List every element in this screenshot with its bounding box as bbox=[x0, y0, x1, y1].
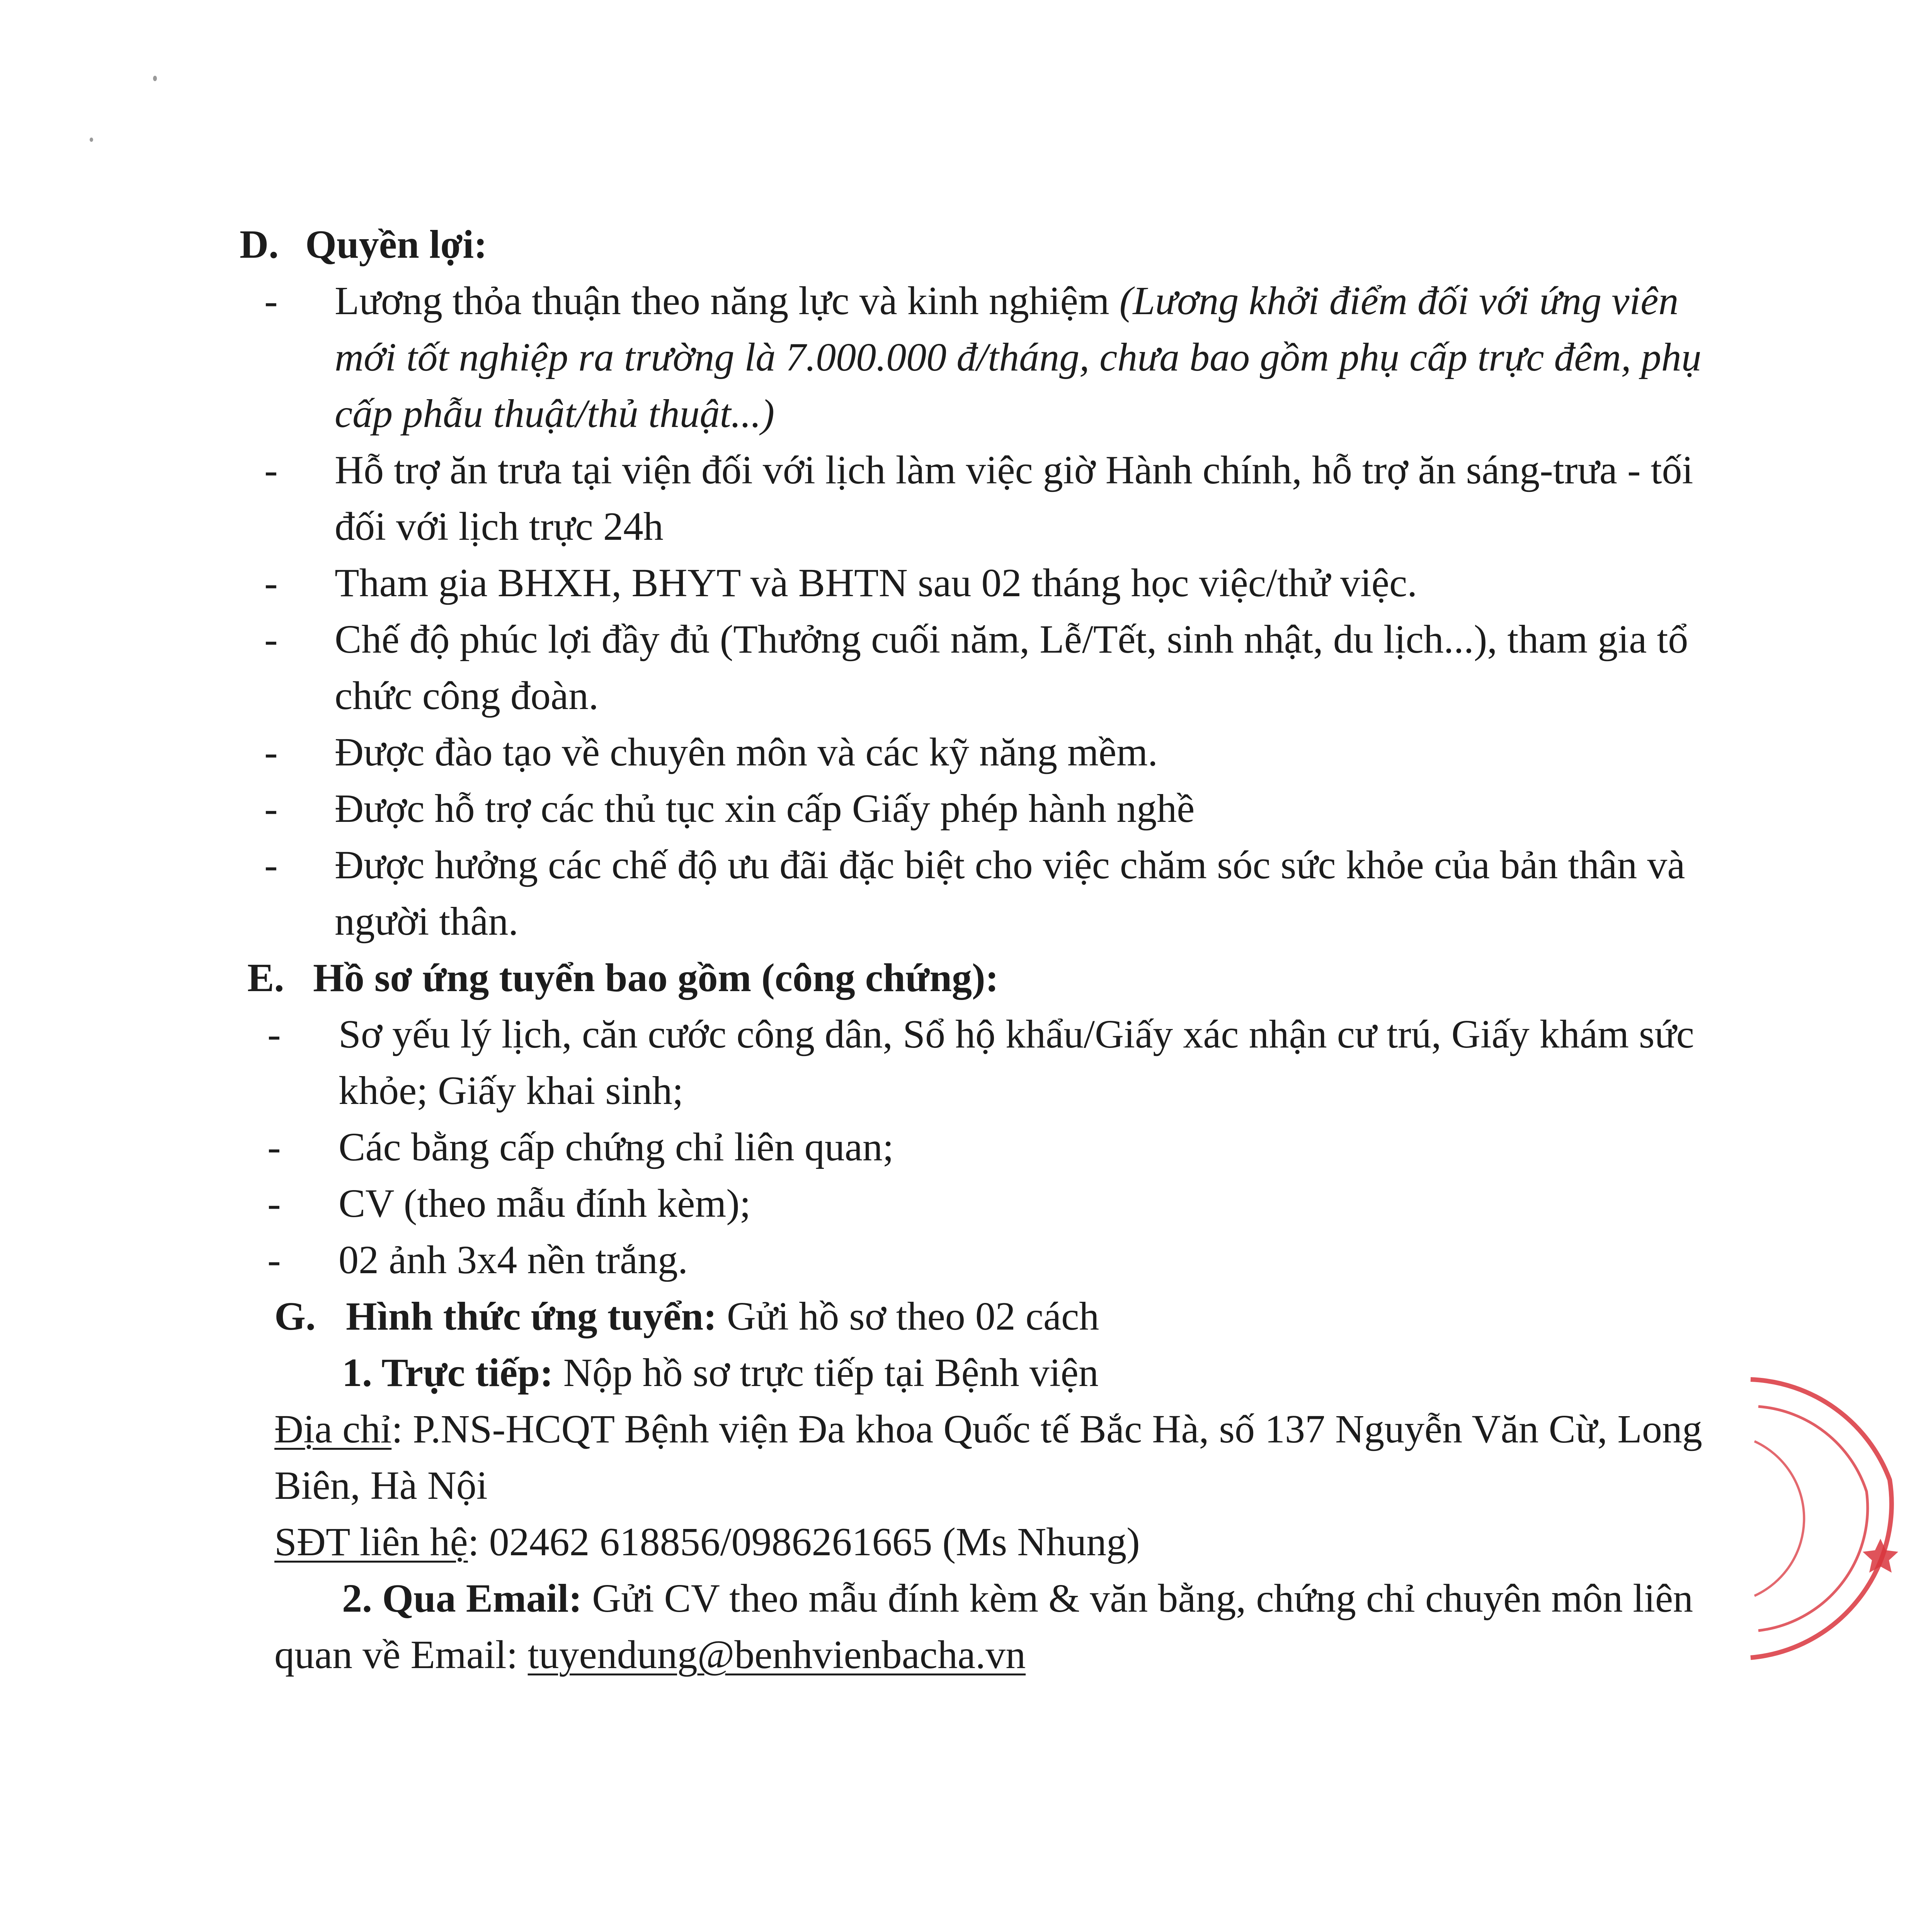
list-item-text: CV (theo mẫu đính kèm); bbox=[339, 1181, 751, 1226]
list-item bbox=[240, 1232, 1747, 1288]
list-item-italic-note: (Lương khởi điểm đối với ứng viên mới tốt nghiệp ra trường là 7.000.000 đ/tháng, chưa bao gồm phụ cấp trực đêm, phụ cấp phẫu thuật/thủ thuật...) bbox=[335, 279, 1702, 436]
list-item-text: Các bằng cấp chứng chỉ liên quan; bbox=[339, 1125, 894, 1169]
phone-text: : 02462 618856/0986261665 (Ms Nhung) bbox=[468, 1520, 1140, 1564]
list-item bbox=[240, 1175, 1747, 1232]
address-line bbox=[240, 1401, 1747, 1458]
method-email bbox=[240, 1570, 1747, 1627]
list-item-text: 02 ảnh 3x4 nền trắng. bbox=[339, 1238, 688, 1282]
email-link[interactable]: tuyendung@benhvienbacha.vn bbox=[527, 1633, 1026, 1677]
list-item bbox=[240, 724, 1747, 781]
phone-line bbox=[240, 1514, 1747, 1570]
section-d-title: Quyền lợi: bbox=[305, 222, 487, 267]
company-seal bbox=[1727, 1364, 1905, 1665]
list-dash: - bbox=[267, 1181, 281, 1226]
scan-speck bbox=[153, 76, 157, 81]
list-item-text: Được hỗ trợ các thủ tục xin cấp Giấy phép hành nghề bbox=[335, 786, 1195, 831]
list-item-text: Được đào tạo về chuyên môn và các kỹ năng mềm. bbox=[335, 730, 1158, 774]
method-direct bbox=[240, 1345, 1747, 1401]
list-item bbox=[240, 837, 1747, 950]
list-dash: - bbox=[264, 730, 278, 774]
list-dash: - bbox=[264, 448, 278, 492]
list-item bbox=[240, 781, 1747, 837]
phone-label: SĐT liên hệ bbox=[274, 1520, 468, 1564]
list-dash: - bbox=[267, 1238, 281, 1282]
email-line bbox=[240, 1627, 1747, 1683]
section-d-letter: D. bbox=[240, 222, 279, 267]
list-item-text: Hỗ trợ ăn trưa tại viện đối với lịch làm việc giờ Hành chính, hỗ trợ ăn sáng-trưa - tối đối với lịch trực 24h bbox=[335, 448, 1693, 549]
document-body bbox=[240, 216, 1747, 1683]
address-continuation bbox=[240, 1458, 1747, 1514]
scan-speck bbox=[90, 138, 93, 142]
section-e-letter: E. bbox=[247, 956, 284, 1000]
list-item-text: Sơ yếu lý lịch, căn cước công dân, Sổ hộ khẩu/Giấy xác nhận cư trú, Giấy khám sức khỏe; Giấy khai sinh; bbox=[339, 1012, 1694, 1113]
section-g-title: Hình thức ứng tuyển: bbox=[346, 1294, 717, 1338]
list-dash: - bbox=[264, 279, 278, 323]
method-direct-label: 1. Trực tiếp: bbox=[342, 1350, 553, 1395]
address-text: : P.NS-HCQT Bệnh viện Đa khoa Quốc tế Bắc Hà, số 137 Nguyễn Văn Cừ, Long bbox=[391, 1407, 1702, 1451]
address-label: Địa chỉ bbox=[274, 1407, 392, 1451]
section-g-letter: G. bbox=[274, 1294, 316, 1338]
list-dash: - bbox=[267, 1125, 281, 1169]
list-dash: - bbox=[264, 786, 278, 831]
list-item bbox=[240, 1006, 1747, 1119]
section-g-title-rest: Gửi hồ sơ theo 02 cách bbox=[716, 1294, 1099, 1338]
seal-outer-ring bbox=[1751, 1379, 1892, 1658]
list-dash: - bbox=[267, 1012, 281, 1056]
list-item-text: Được hưởng các chế độ ưu đãi đặc biệt cho việc chăm sóc sức khỏe của bản thân và người thân. bbox=[335, 843, 1685, 944]
seal-center-ring bbox=[1754, 1441, 1804, 1596]
list-dash: - bbox=[264, 617, 278, 662]
list-item bbox=[240, 555, 1747, 611]
seal-star-icon bbox=[1863, 1539, 1898, 1573]
seal-inner-ring bbox=[1758, 1406, 1868, 1631]
list-dash: - bbox=[264, 561, 278, 605]
section-e-title: Hồ sơ ứng tuyển bao gồm (công chứng): bbox=[313, 956, 999, 1000]
list-item-text: Tham gia BHXH, BHYT và BHTN sau 02 tháng học việc/thử việc. bbox=[335, 561, 1417, 605]
section-d-heading bbox=[240, 216, 1747, 273]
section-e-heading bbox=[247, 950, 1747, 1006]
list-item bbox=[240, 273, 1747, 442]
email-prefix: quan về Email: bbox=[274, 1633, 528, 1677]
list-item bbox=[240, 442, 1747, 555]
list-item bbox=[240, 1119, 1747, 1175]
list-dash: - bbox=[264, 843, 278, 887]
section-g-heading bbox=[274, 1288, 1747, 1345]
method-email-text: Gửi CV theo mẫu đính kèm & văn bằng, chứng chỉ chuyên môn liên bbox=[582, 1576, 1693, 1621]
method-direct-text: Nộp hồ sơ trực tiếp tại Bệnh viện bbox=[553, 1350, 1099, 1395]
list-item-text: Lương thỏa thuận theo năng lực và kinh nghiệm bbox=[335, 279, 1120, 323]
method-email-label: 2. Qua Email: bbox=[342, 1576, 582, 1621]
list-item-text: Chế độ phúc lợi đầy đủ (Thưởng cuối năm, Lễ/Tết, sinh nhật, du lịch...), tham gia tổ chức công đoàn. bbox=[335, 617, 1688, 718]
list-item bbox=[240, 611, 1747, 724]
address-continuation-text: Biên, Hà Nội bbox=[274, 1463, 488, 1508]
